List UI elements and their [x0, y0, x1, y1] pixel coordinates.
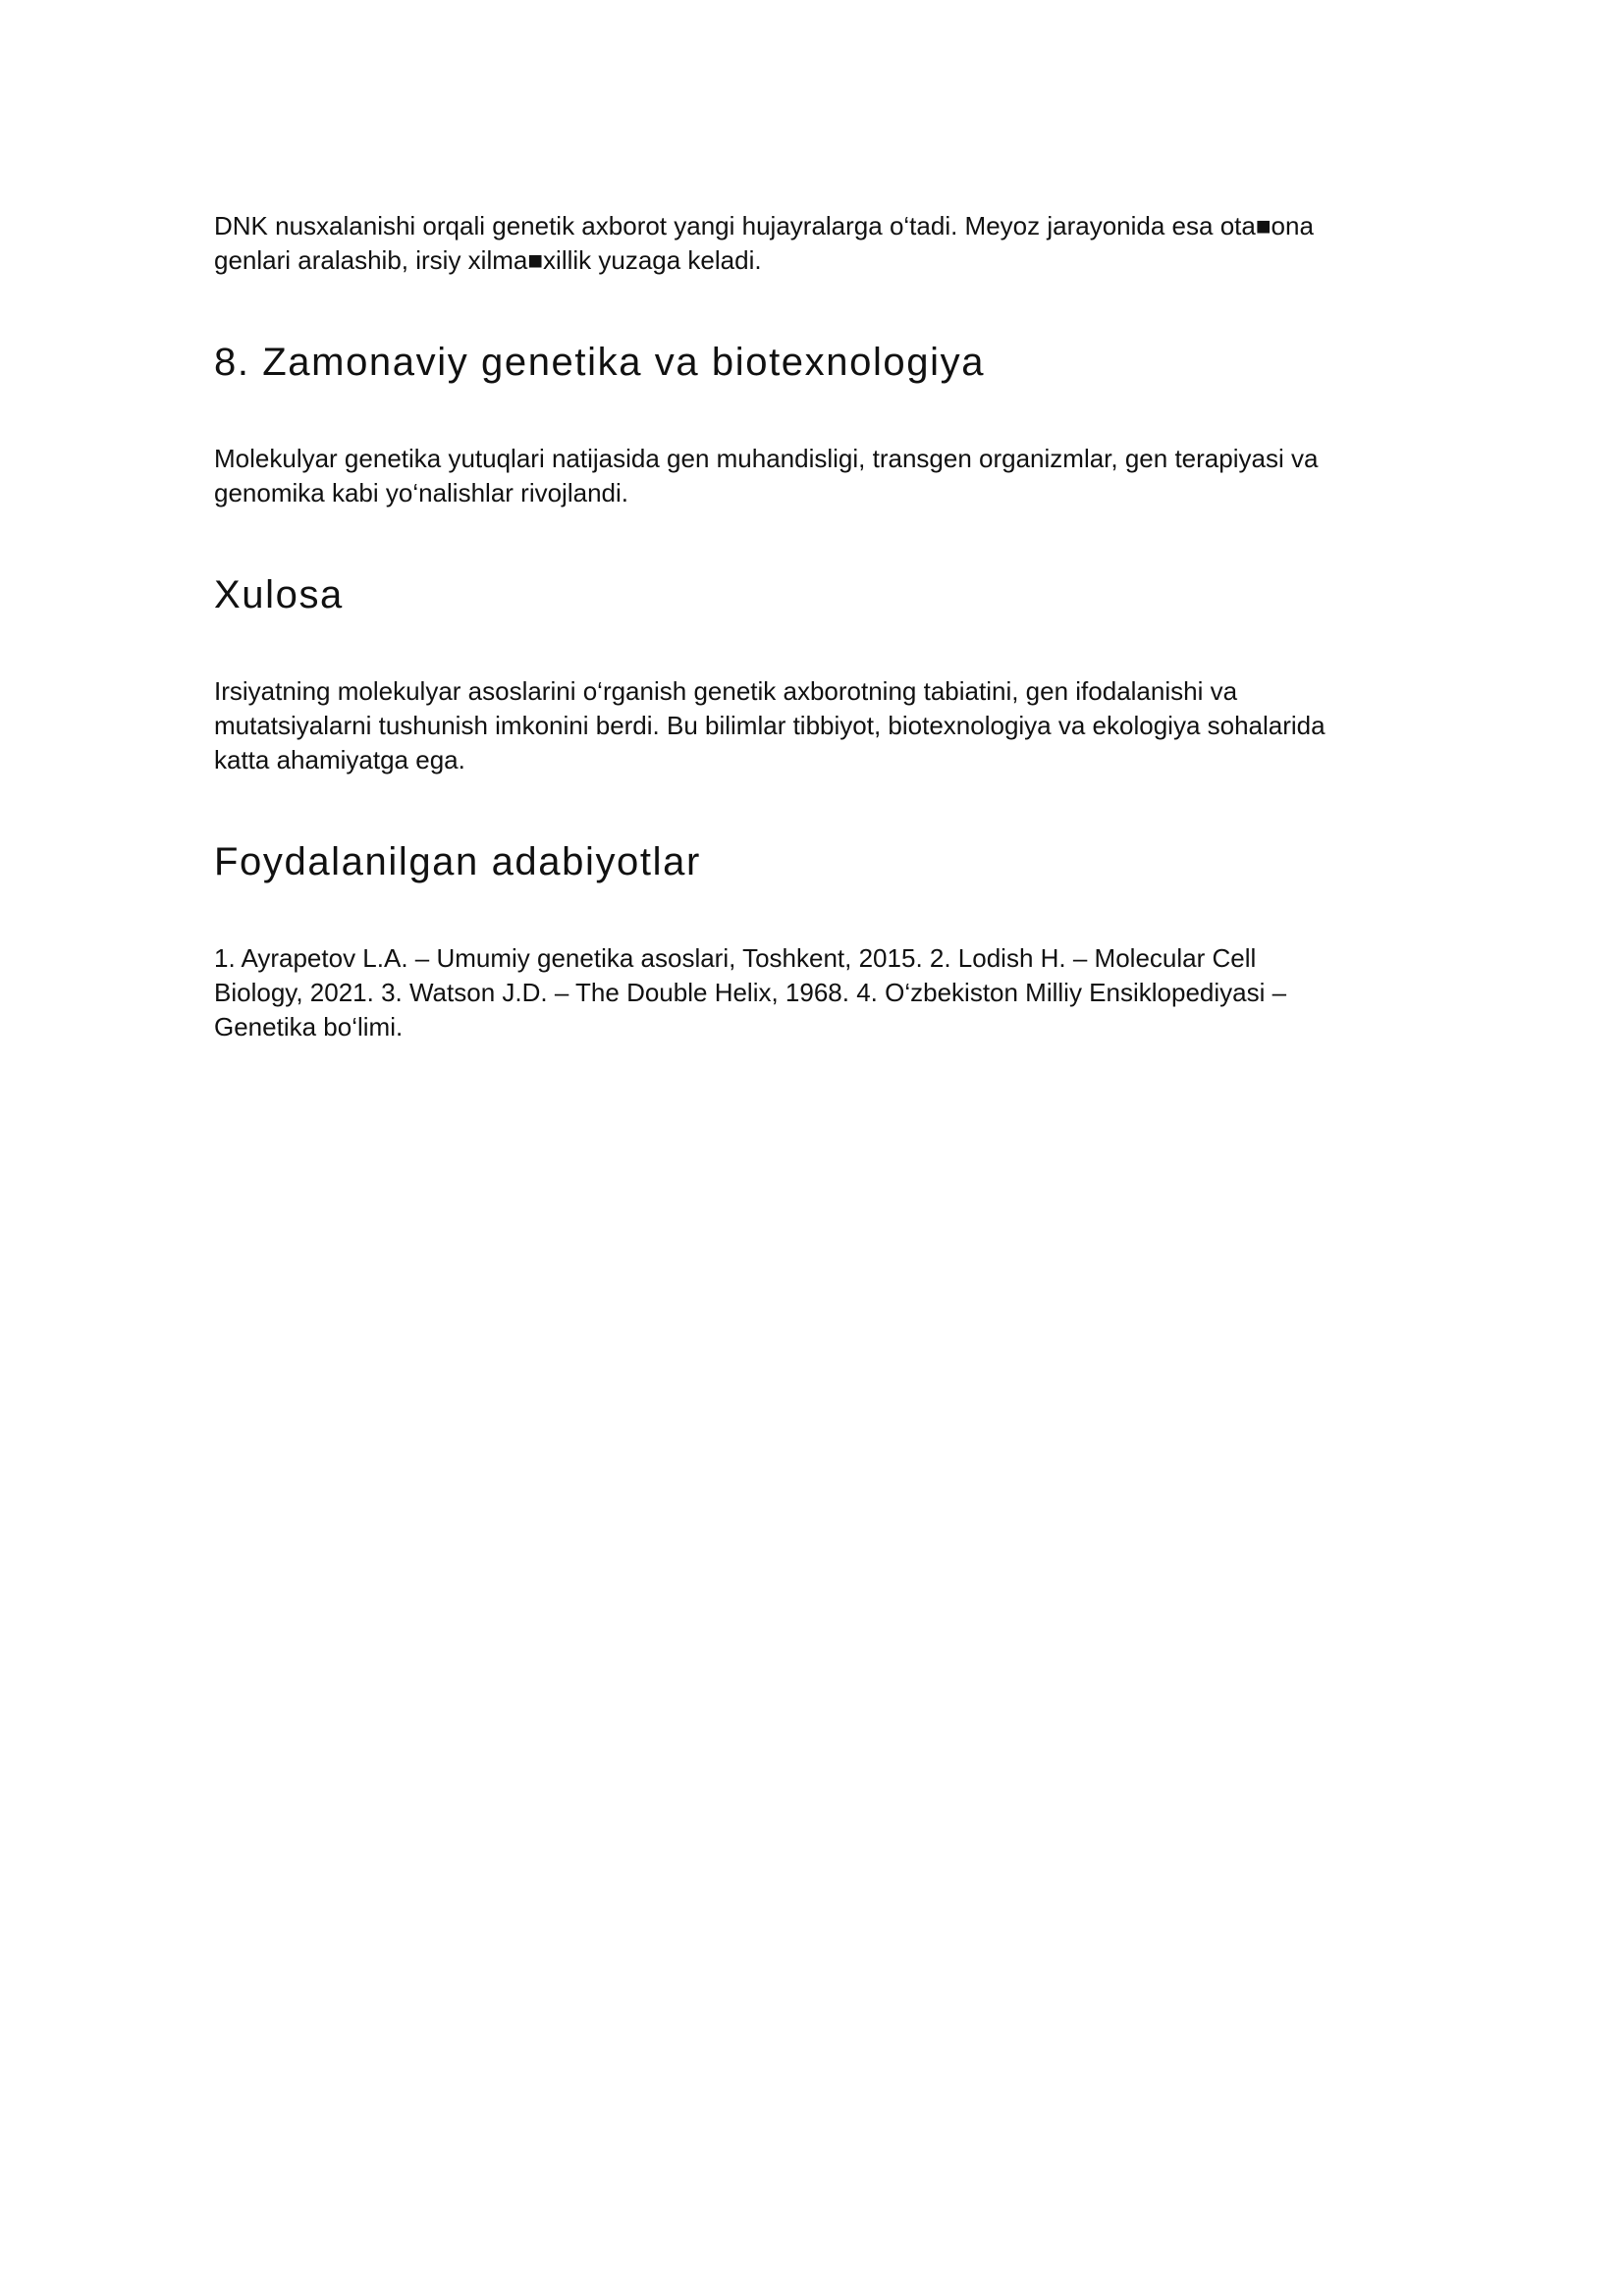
intro-paragraph: DNK nusxalanishi orqali genetik axborot yangi hujayralarga o‘tadi. Meyoz jarayonida esa ota■ona genlari aralashib, irsiy xilma■xillik yuzaga keladi.: [214, 211, 1314, 275]
references-paragraph: 1. Ayrapetov L.A. – Umumiy genetika asoslari, Toshkent, 2015. 2. Lodish H. – Molecular Cell Biology, 2021. 3. Watson J.D. – The Double Helix, 1968. 4. O‘zbekiston Milliy Ensiklopediyasi – Genetika bo‘limi.: [214, 943, 1287, 1041]
conclusion-paragraph: Irsiyatning molekulyar asoslarini o‘rganish genetik axborotning tabiatini, gen ifodalanishi va mutatsiyalarni tushunish imkonini berdi. Bu bilimlar tibbiyot, biotexnologiya va ekologiya sohalarida katta ahamiyatga ega.: [214, 676, 1326, 774]
references-heading: Foydalanilgan adabiyotlar: [214, 840, 701, 883]
section-8-paragraph: Molekulyar genetika yutuqlari natijasida gen muhandisligi, transgen organizmlar, gen terapiyasi va genomika kabi yo‘nalishlar rivojlandi.: [214, 444, 1319, 507]
section-8-heading: 8. Zamonaviy genetika va biotexnologiya: [214, 341, 986, 384]
conclusion-heading: Xulosa: [214, 573, 344, 616]
document-page: [214, 209, 1422, 1044]
